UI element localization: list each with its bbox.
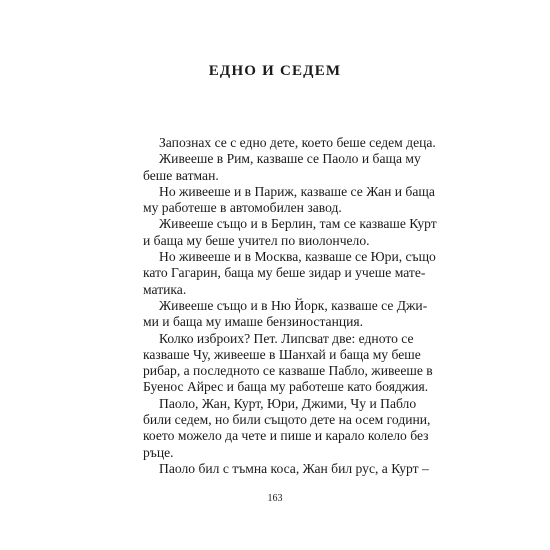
text-line: като Гагарин, баща му беше зидар и учеше мате- bbox=[143, 265, 426, 281]
text-line: Но живееше и в Москва, казваше се Юри, също bbox=[159, 249, 436, 265]
text-line: рибар, а последното се казваше Пабло, живееше в bbox=[143, 363, 433, 379]
text-line: беше ватман. bbox=[143, 167, 219, 183]
text-line: Живееше също и в Берлин, там се казваше Курт bbox=[159, 216, 437, 232]
text-line: казваше Чу, живееше в Шанхай и баща му беше bbox=[143, 346, 421, 362]
chapter-text bbox=[143, 135, 437, 477]
chapter-title: ЕДНО И СЕДЕМ bbox=[208, 63, 342, 79]
text-line: Живееше също и в Ню Йорк, казваше се Джи- bbox=[159, 297, 428, 313]
text-line: Колко изброих? Пет. Липсват две: едното се bbox=[159, 330, 414, 346]
page-number: 163 bbox=[267, 493, 283, 504]
text-line: Паоло, Жан, Курт, Юри, Джими, Чу и Пабло bbox=[159, 395, 417, 411]
text-line: били седем, но били същото дете на осем години, bbox=[143, 412, 431, 428]
text-line: ръце. bbox=[143, 444, 174, 460]
text-line: което можело да чете и пише и карало колело без bbox=[143, 428, 429, 444]
text-line: Буенос Айрес и баща му работеше като бояджия. bbox=[143, 379, 429, 395]
text-line: му работеше в автомобилен завод. bbox=[143, 200, 342, 216]
text-line: Но живееше и в Париж, казваше се Жан и баща bbox=[159, 183, 435, 199]
text-line: Запознах се с едно дете, което беше седем деца. bbox=[159, 135, 436, 150]
text-line: и баща му беше учител по виолончело. bbox=[143, 232, 370, 248]
text-line: ми и баща му имаше бензиностанция. bbox=[143, 314, 364, 330]
text-line: Живееше в Рим, казваше се Паоло и баща му bbox=[159, 151, 421, 167]
text-line: матика. bbox=[143, 281, 187, 297]
text-line: Паоло бил с тъмна коса, Жан бил рус, а Курт – bbox=[159, 460, 429, 476]
